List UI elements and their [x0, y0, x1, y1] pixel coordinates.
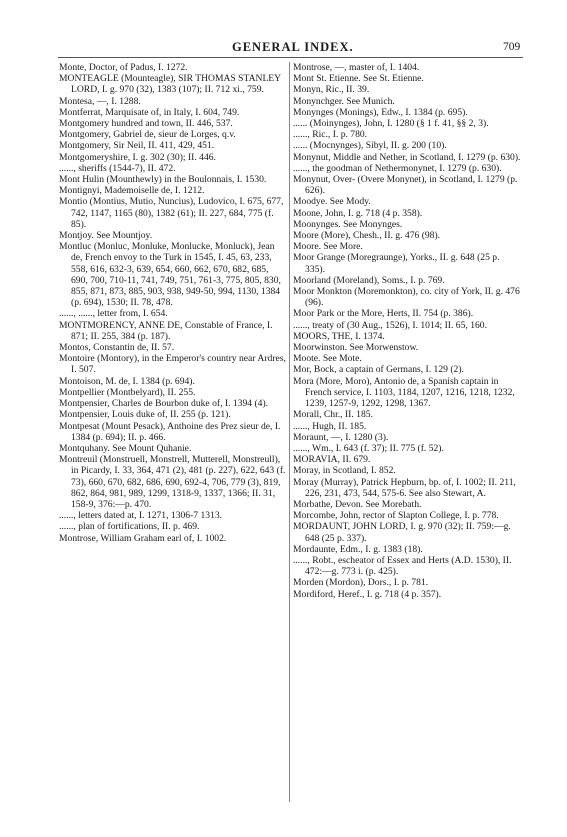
index-entry: ......, Robt., escheator of Essex and Herts (A.D. 1530), II. 472:—g. 773 i. (p. 425).: [293, 554, 512, 578]
index-entry: Moraunt, —, I. 1280 (3).: [293, 431, 389, 443]
index-entry: Montgomeryshire, I. g. 302 (30); II. 446.: [59, 151, 216, 163]
index-entry: Montpensier, Louis duke of, II. 255 (p. 121).: [59, 409, 231, 421]
index-entry: Montluc (Monluc, Monluke, Monlucke, Monluck), Jean de, French envoy to the Turk in 1545, I. 45, 63, 233, 558, 616, 632-3, 639, 654, 660, 662, 670, 682, 685, 690, 700, 710-11, 741, 749, 751, 761-3, 775, 805, 830, 855, 871, 873, 885, 903, 938, 949-50, 994, 1130, 1384 (p. 694), 1530; II. 78, 478.: [59, 241, 281, 309]
index-entry: Morall, Chr., II. 185.: [293, 409, 373, 421]
index-entry: Moor Monkton (Moremonkton), co. city of York, II. g. 476 (96).: [293, 286, 520, 309]
index-entry: Montesa, —, I. 1288.: [59, 95, 141, 107]
index-entry: Moor Grange (Moregraunge), Yorks., II. g. 648 (25 p. 335).: [293, 252, 500, 275]
index-entry: Montferrat, Marquisate of, in Italy, I. 604, 749.: [59, 106, 240, 118]
index-entry: Monte, Doctor, of Padus, I. 1272.: [59, 62, 188, 73]
index-entry: ...... (Mocnynges), Sibyl, II. g. 200 (10).: [293, 140, 447, 152]
index-entry: Mordiford, Heref., I. g. 718 (4 p. 357).: [293, 588, 442, 600]
index-entry: Montoire (Montory), in the Emperor's country near Ardres, I. 507.: [59, 353, 286, 376]
index-entry: Moore (More), Chesh., II. g. 476 (98).: [293, 230, 441, 242]
index-entry: Moonynges. See Monynges.: [293, 218, 403, 230]
index-entry: ...... (Moinynges), John, I. 1280 (§ 1 f. 41, §§ 2, 3).: [293, 118, 489, 130]
index-entry: Montignyi, Mademoiselle de, I. 1212.: [59, 185, 205, 197]
index-entry: Montrose, William Graham earl of, I. 1002.: [59, 532, 227, 544]
index-entry: Moorland (Moreland), Soms., I. p. 769.: [293, 274, 445, 286]
index-entry: ......, ......, letter from, I. 654.: [59, 308, 168, 320]
index-entry: Monyn, Ric., II. 39.: [293, 84, 370, 96]
index-entry: Moorwinston. See Morwenstow.: [293, 342, 419, 354]
index-entry: Montreuil (Monstruell, Monstrell, Mutterell, Monstreull), in Picardy, I. 33, 364, 471 (2), 481 (p. 227), 622, 643 (f. 73), 660, 670, 682, 686, 690, 692-4, 706, 779 (3), 819, 862, 864, 981, 989, 1299, 1318-9, 1337, 1366; II. 31, 158-9, 376:—p. 470.: [59, 454, 286, 510]
right-column: [293, 62, 521, 600]
index-entry: Montpesat (Mount Pesack), Anthoine des Prez sieur de, I. 1384 (p. 694); II. p. 466.: [59, 420, 281, 443]
index-entry: Montpensier, Charles de Bourbon duke of, I. 1394 (4).: [59, 398, 269, 410]
left-column: [59, 62, 287, 544]
index-entry: Montos, Constantin de, II. 57.: [59, 342, 175, 354]
index-entry: Montpellier (Montbelyard), II. 255.: [59, 386, 196, 398]
page-title: GENERAL INDEX.: [232, 40, 354, 54]
index-entry: ......, plan of fortifications, II. p. 469.: [59, 521, 200, 533]
column-divider: [289, 62, 290, 802]
index-entry: Montoison, M. de, I. 1384 (p. 694).: [59, 375, 195, 387]
index-entry: Morcombe, John, rector of Slapton College, I. p. 778.: [293, 510, 499, 522]
index-entry: Mor, Bock, a captain of Germans, I. 129 (2).: [293, 364, 464, 376]
index-entry: Montgomery, Sir Neil, II. 411, 429, 451.: [59, 140, 215, 152]
index-entry: Mont Hulin (Mounthewly) in the Boulonnais, I. 1530.: [59, 174, 267, 186]
index-entry: Monynges (Monings), Edw., I. 1384 (p. 695).: [293, 106, 468, 118]
header-rule: [58, 57, 523, 58]
index-entry: MONTMORENCY, ANNE DE, Constable of France, I. 871; II. 255, 384 (p. 187).: [59, 319, 273, 342]
index-entry: ......, Hugh, II. 185.: [293, 420, 367, 432]
index-entry: Mora (More, Moro), Antonio de, a Spanish captain in French service, I. 1103, 1184, 1207, 1216, 1218, 1232, 1239, 1257-9, 1292, 1298, 1367.: [293, 375, 515, 410]
index-entry: Monynut, Over- (Overe Monynet), in Scotland, I. 1279 (p. 626).: [293, 174, 518, 197]
index-entry: Moor Park or the More, Herts, II. 754 (p. 386).: [293, 308, 474, 320]
index-entry: Moodye. See Mody.: [293, 196, 371, 208]
index-entry: Morbathe, Devon. See Morebath.: [293, 498, 422, 510]
index-entry: Morden (Mordon), Dors., I. p. 781.: [293, 577, 429, 589]
index-entry: ......, Wm., I. 643 (f. 37); II. 775 (f. 52).: [293, 442, 444, 454]
index-entry: ......, sheriffs (1544-7), II. 472.: [59, 162, 176, 174]
index-entry: Moote. See Mote.: [293, 353, 362, 365]
index-entry: Moray (Murray), Patrick Hepburn, bp. of, I. 1002; II. 211, 226, 231, 473, 544, 575-6. See also Stewart, A.: [293, 476, 516, 499]
index-entry: MONTEAGLE (Mounteagle), SIR THOMAS STANLEY LORD, I. g. 970 (32), 1383 (107); II. 712 xi., 759.: [59, 73, 281, 96]
index-entry: ......, the goodman of Nethermonynet, I. 1279 (p. 630).: [293, 162, 502, 174]
index-entry: Montjoy. See Mountjoy.: [59, 230, 153, 242]
index-entry: Montrose, —, master of, I. 1404.: [293, 62, 420, 73]
running-head: [0, 40, 567, 56]
page-number: 709: [503, 41, 521, 53]
index-entry: Monynchger. See Munich.: [293, 95, 395, 107]
index-entry: Montio (Montius, Mutio, Nuncius), Ludovico, I. 675, 677, 742, 1147, 1165 (80), 1382 (61); II. 227, 684, 775 (f. 85).: [59, 196, 284, 230]
index-entry: Moone, John, I. g. 718 (4 p. 358).: [293, 207, 423, 219]
index-entry: Montgomery, Gabriel de, sieur de Lorges, q.v.: [59, 129, 236, 141]
index-entry: Monynut, Middle and Nether, in Scotland, I. 1279 (p. 630).: [293, 151, 521, 163]
index-entry: Moore. See More.: [293, 241, 363, 253]
index-entry: MORAVIA, II. 679.: [293, 454, 371, 466]
index-entry: ......, letters dated at, I. 1271, 1306-7 1313.: [59, 510, 223, 522]
index-entry: MOORS, THE, I. 1374.: [293, 330, 385, 342]
index-entry: ......, Ric., I. p. 780.: [293, 129, 368, 141]
index-entry: MORDAUNT, JOHN LORD, I. g. 970 (32); II. 759:—g. 648 (25 p. 337).: [293, 521, 511, 544]
index-entry: Montgomery hundred and town, II. 446, 537.: [59, 118, 233, 130]
index-entry: Mont St. Etienne. See St. Etienne.: [293, 73, 424, 85]
index-entry: Mordaunte, Edm., I. g. 1383 (18).: [293, 543, 423, 555]
index-entry: Moray, in Scotland, I. 852.: [293, 465, 396, 477]
index-entry: ......, treaty of (30 Aug., 1526), I. 1014; II. 65, 160.: [293, 319, 487, 331]
index-entry: Montquhany. See Mount Quhanie.: [59, 442, 192, 454]
